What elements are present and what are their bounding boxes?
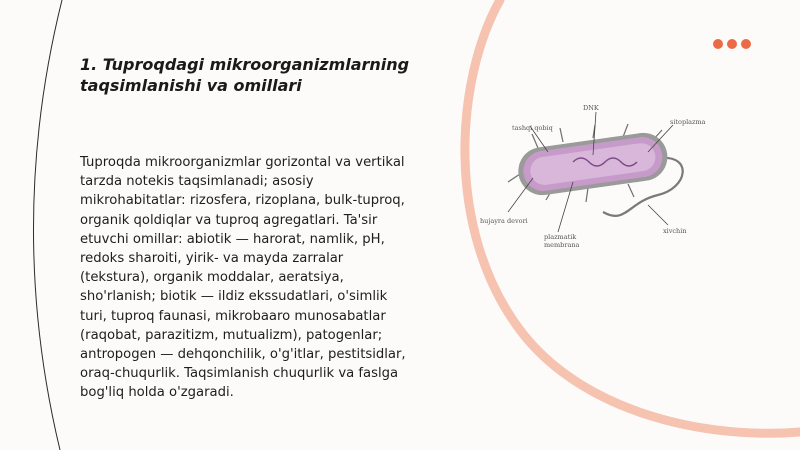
label-cell-wall: tashqi qobiq bbox=[512, 124, 553, 132]
slide-body-text: Tuproqda mikroorganizmlar gorizontal va vertikal tarzda notekis taqsimlanadi; asosiy mikrohabitatlar: rizosfera, rizoplana, bulk-tuproq, organik qoldiqlar va tuproq agregatlari. Ta'sir etuvchi omillar: abiotik — harorat, namlik, pH, redoks sharoiti, yirik- va mayda zarralar (tekstura), organik moddalar, aeratsiya, sho'rlanish; biotik — ildiz ekssudatlari, o'simlik turi, tuproq faunasi, mikrobaaro munosabatlar (raqobat, parazitizm, mutualizm), patogenlar; antropogen — dehqonchilik, o'g'itlar, pestitsidlar, oraq-chuqurlik. Taqsimlanish chuqurlik va faslga bog'liq holda o'zgaradi. bbox=[80, 155, 406, 401]
cell-body bbox=[515, 130, 670, 198]
menu-dots bbox=[713, 39, 751, 49]
left-arc bbox=[33, 0, 62, 450]
slide-title-line-2: taqsimlanishi va omillari bbox=[80, 76, 302, 95]
label-membrane-line-2: membrana bbox=[544, 241, 580, 249]
label-cytoplasm: sitoplazma bbox=[670, 118, 706, 126]
label-pili: hujayra devori bbox=[480, 217, 528, 225]
dot-icon bbox=[741, 39, 751, 49]
dot-icon bbox=[727, 39, 737, 49]
label-flagellum: xivchin bbox=[663, 227, 687, 235]
slide-title bbox=[80, 54, 440, 96]
slide-title-line-1: 1. Tuproqdagi mikroorganizmlarning bbox=[80, 55, 410, 74]
dot-icon bbox=[713, 39, 723, 49]
bacterium-diagram bbox=[478, 100, 728, 260]
label-membrane-line-1: plazmatik bbox=[544, 233, 577, 241]
label-dnk: DNK bbox=[583, 104, 599, 112]
